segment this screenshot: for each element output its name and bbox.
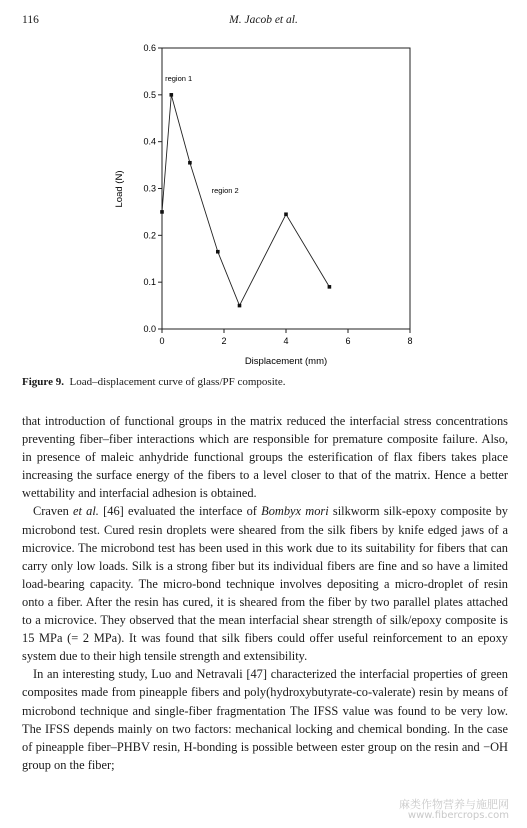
x-tick-label: 2: [221, 336, 227, 346]
data-points: [160, 93, 331, 307]
y-tick-label: 0.0: [143, 324, 156, 334]
x-axis-ticks: [159, 329, 412, 346]
y-tick-label: 0.1: [143, 277, 156, 288]
figure-caption-text: Load–displacement curve of glass/PF composite.: [69, 376, 286, 388]
x-axis-label: Displacement (mm): [244, 356, 328, 367]
series-line: [162, 95, 329, 306]
y-tick-label: 0.5: [143, 89, 156, 100]
region-annotation: region 1: [165, 73, 193, 83]
paragraph-3: In an interesting study, Luo and Netravali [47] characterized the interfacial properties of green composites made from pineapple fibers and poly(hydroxybutyrate-co-valerate) resin by means of microbond technique and single-fiber fragmentation The IFSS value was found to be very low. The IFSS depends mainly on two factors: mechanical locking and chemical bonding. In the case of pineapple fiber–PHBV resin, H-bonding is possible between ester group on the resin and −OH group on the fiber;: [22, 667, 508, 772]
body-text: [22, 412, 508, 774]
figure-caption: [22, 376, 285, 388]
data-point: [188, 161, 192, 165]
p2-etal: et al.: [73, 504, 99, 519]
data-point: [284, 212, 288, 216]
x-tick-label: 4: [283, 336, 289, 346]
p2-e: silkworm silk-epoxy composite by microbond test. Cured resin droplets were sheared from the silk fibers by knife edged jaws of a microvice. The microbond test has been used in this work due to its suitability for fibers that can carry only low loads. Silk is a strong fiber but its individual fibers are fine and so have a limited load-bearing capacity. The micro-bond technique involves depositing a micro-droplet of resin onto a fiber. After the resin has cured, it is sheared from the fiber by two parallel plates attached to a microvice. They observed that the mean interfacial shear strength of silk/epoxy composite is 15 MPa (= 2 MPa). It was found that silk fibers could offer useful reinforcement to an epoxy system due to their high tensile strength and extensibility.: [22, 504, 508, 664]
watermark-url: www.fibercrops.com: [407, 810, 509, 821]
annotations: [165, 74, 239, 195]
y-axis-ticks: [143, 43, 162, 334]
y-tick-label: 0.4: [143, 136, 156, 147]
figure-label: Figure 9.: [22, 376, 64, 388]
paragraph-1: that introduction of functional groups in the matrix reduced the interfacial stress concentrations preventing fiber–fiber interactions which are responsible for premature composite failure. Also, in presence of maleic anhydride functional groups the esterification of flax fibers takes place increasing the surface energy of the fibers to a level closer to that of the matrix. Hence a better wettability and interfacial adhesion is obtained.: [22, 414, 508, 501]
paragraph-2: [22, 502, 508, 665]
y-axis-label: Load (N): [114, 170, 125, 208]
data-point: [238, 304, 242, 308]
p2-c: [46] evaluated the interface of: [98, 504, 262, 519]
data-point: [170, 93, 174, 97]
p2-a: Craven: [33, 504, 73, 519]
page-number: 116: [22, 14, 39, 26]
load-displacement-chart: [0, 0, 527, 370]
region-annotation: region 2: [211, 186, 239, 196]
data-point: [216, 250, 220, 254]
p2-species: Bombyx mori: [261, 504, 329, 519]
watermark-text: 麻类作物营养与施肥网: [399, 798, 509, 811]
running-title-suffix: et al.: [271, 14, 298, 26]
x-tick-label: 8: [407, 336, 413, 346]
data-point: [328, 285, 332, 289]
plot-frame: [162, 48, 410, 329]
y-tick-label: 0.3: [143, 183, 156, 194]
x-tick-label: 6: [345, 336, 351, 346]
y-tick-label: 0.2: [143, 230, 156, 241]
data-point: [160, 210, 164, 214]
y-tick-label: 0.6: [143, 43, 156, 53]
running-title-author: M. Jacob: [229, 14, 272, 26]
x-tick-label: 0: [159, 336, 165, 346]
